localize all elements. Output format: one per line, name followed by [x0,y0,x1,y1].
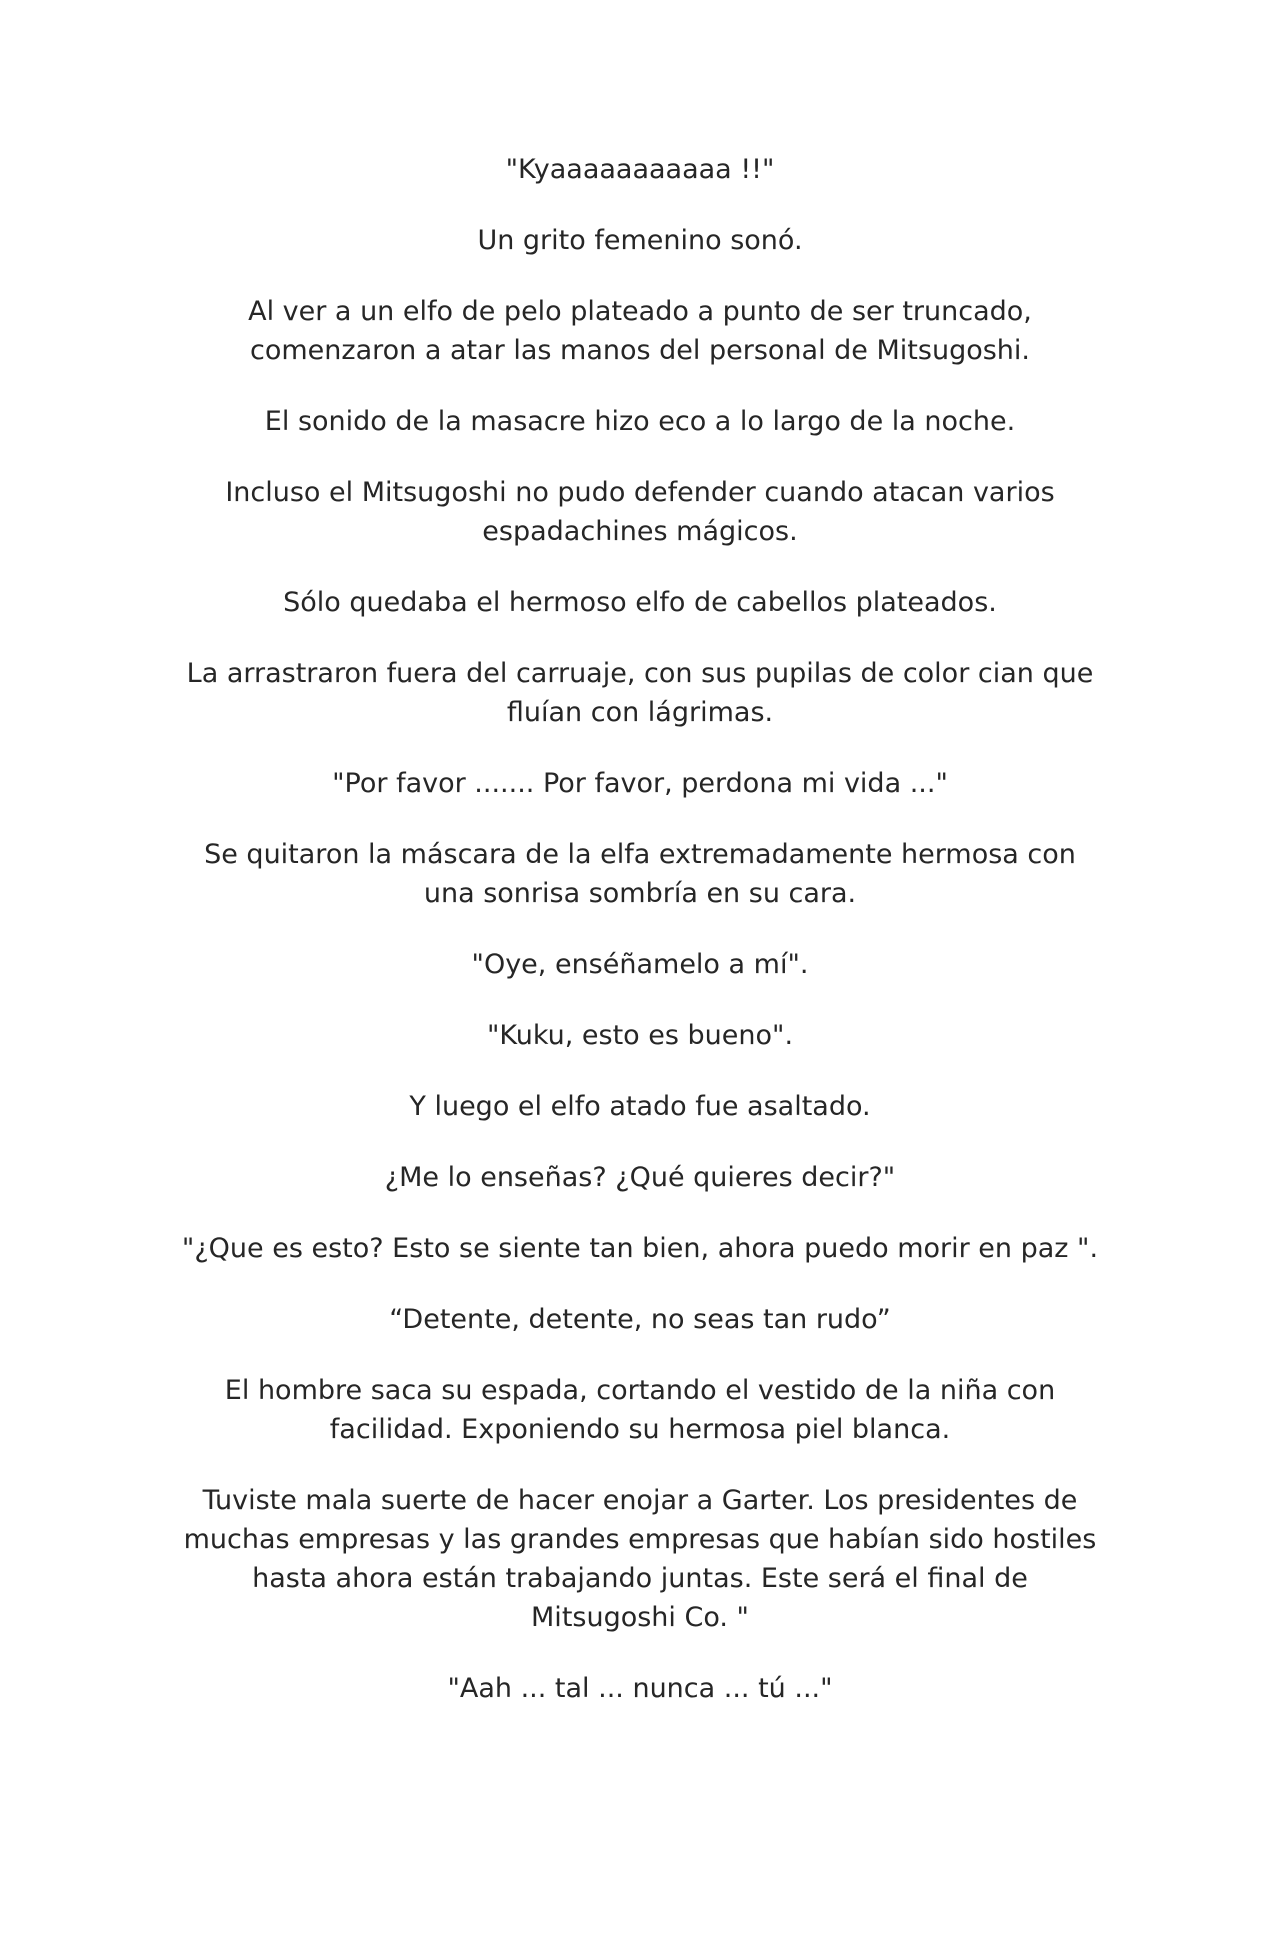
paragraph: Y luego el elfo atado fue asaltado. [409,1091,871,1122]
paragraph: El sonido de la masacre hizo eco a lo largo de la noche. [264,406,1016,437]
paragraph: "Aah ... tal ... nunca ... tú ..." [447,1673,833,1704]
paragraph: ¿Me lo enseñas? ¿Qué quieres decir?" [384,1162,896,1193]
paragraph: Sólo quedaba el hermoso elfo de cabellos plateados. [283,587,997,618]
paragraph: “Detente, detente, no seas tan rudo” [389,1304,891,1335]
paragraph: Incluso el Mitsugoshi no pudo defender cuando atacan varios espadachines mágicos. [225,477,1055,547]
paragraph: La arrastraron fuera del carruaje, con sus pupilas de color cian que fluían con lágrimas. [186,658,1094,728]
paragraph: "Kyaaaaaaaaaaa !!" [505,154,775,185]
paragraph: Tuviste mala suerte de hacer enojar a Garter. Los presidentes de muchas empresas y las grandes empresas que habían sido hostiles hasta ahora están trabajando juntas. Este será el final de Mitsugoshi Co. " [183,1485,1097,1633]
paragraph: Se quitaron la máscara de la elfa extremadamente hermosa con una sonrisa sombría en su cara. [204,839,1076,909]
paragraph: Al ver a un elfo de pelo plateado a punto de ser truncado, comenzaron a atar las manos del personal de Mitsugoshi. [248,296,1032,366]
paragraph: "¿Que es esto? Esto se siente tan bien, ahora puedo morir en paz ". [181,1233,1099,1264]
paragraph: "Por favor ....... Por favor, perdona mi vida ..." [332,768,948,799]
paragraph: "Oye, enséñamelo a mí". [471,949,809,980]
paragraph: "Kuku, esto es bueno". [486,1020,794,1051]
paragraph: El hombre saca su espada, cortando el vestido de la niña con facilidad. Exponiendo su hermosa piel blanca. [224,1375,1056,1445]
paragraph: Un grito femenino sonó. [477,225,803,256]
text-column [180,150,1100,1740]
